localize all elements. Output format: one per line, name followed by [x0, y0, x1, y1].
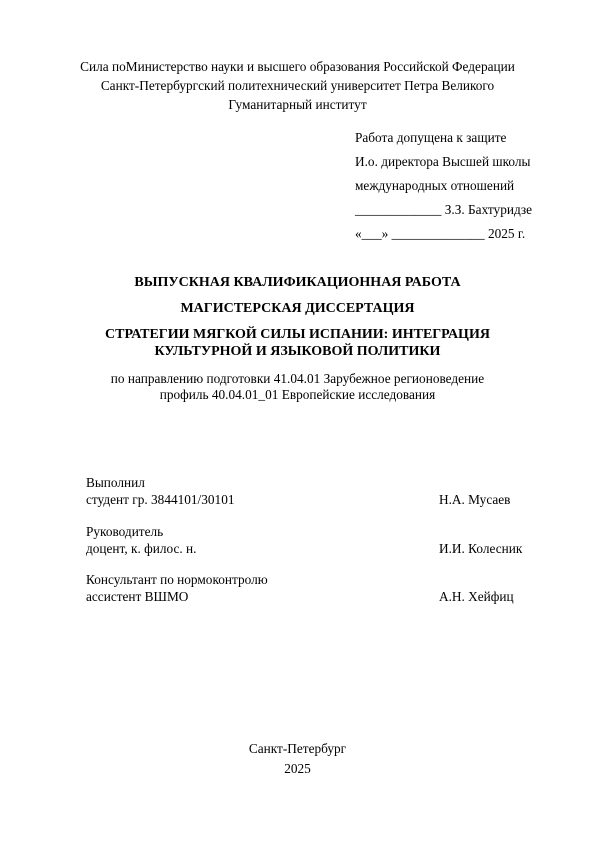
profile-line: профиль 40.04.01_01 Европейские исследования — [159, 387, 436, 402]
approval-signature-line: _____________ З.З. Бахтуридзе — [355, 202, 533, 217]
year: 2025 — [284, 761, 311, 776]
consultant-name: А.Н. Хейфиц — [439, 589, 514, 604]
approval-school: международных отношений — [355, 178, 515, 193]
supervisor-signature-block — [86, 523, 556, 557]
student-position: студент гр. 3844101/30101 — [86, 492, 235, 507]
dissertation-title: МАГИСТЕРСКАЯ ДИССЕРТАЦИЯ — [180, 301, 415, 316]
thesis-topic — [0, 326, 595, 360]
approval-admitted: Работа допущена к защите — [355, 130, 507, 145]
student-name: Н.А. Мусаев — [439, 492, 511, 507]
work-type-title: ВЫПУСКНАЯ КВАЛИФИКАЦИОННАЯ РАБОТА — [134, 275, 461, 290]
study-direction — [0, 371, 595, 403]
student-row — [86, 491, 556, 508]
thesis-topic-line1: СТРАТЕГИИ МЯГКОЙ СИЛЫ ИСПАНИИ: ИНТЕГРАЦИЯ — [105, 327, 490, 342]
consultant-signature-block — [86, 571, 556, 605]
approval-block — [355, 128, 585, 248]
university-line: Санкт-Петербургский политехнический университет Петра Великого — [100, 78, 495, 93]
city-year-footer — [0, 739, 595, 779]
student-role: Выполнил — [86, 475, 145, 490]
city: Санкт-Петербург — [248, 741, 347, 756]
student-signature-block — [86, 474, 556, 508]
approval-director: И.о. директора Высшей школы — [355, 154, 531, 169]
approval-date-line: «___» ______________ 2025 г. — [355, 226, 526, 241]
consultant-position: ассистент ВШМО — [86, 589, 189, 604]
institution-header — [0, 57, 595, 114]
supervisor-role: Руководитель — [86, 524, 164, 539]
supervisor-name: И.И. Колесник — [439, 541, 523, 556]
ministry-line: Сила поМинистерство науки и высшего образования Российской Федерации — [80, 59, 515, 74]
direction-line: по направлению подготовки 41.04.01 Зарубежное регионоведение — [110, 371, 485, 386]
supervisor-position: доцент, к. филос. н. — [86, 541, 197, 556]
supervisor-row — [86, 540, 556, 557]
consultant-row — [86, 588, 556, 605]
institute-line: Гуманитарный институт — [228, 97, 367, 112]
consultant-role: Консультант по нормоконтролю — [86, 572, 268, 587]
thesis-topic-line2: КУЛЬТУРНОЙ И ЯЗЫКОВОЙ ПОЛИТИКИ — [154, 344, 441, 359]
